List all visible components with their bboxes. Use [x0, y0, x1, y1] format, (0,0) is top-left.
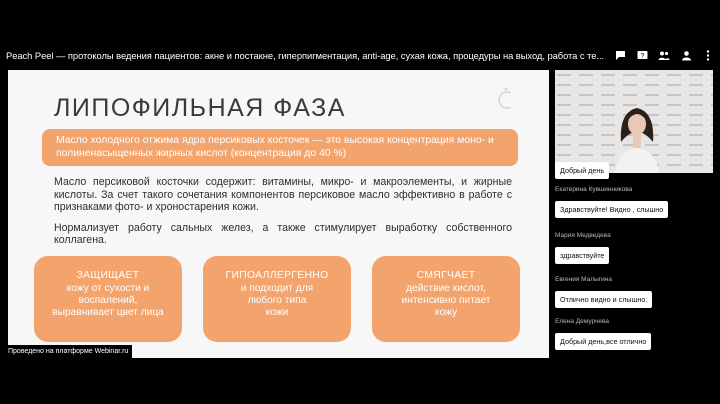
chat-icon[interactable] — [614, 50, 626, 61]
chat-message — [555, 318, 651, 350]
chat-bubble: Здравствуйте! Видно , слышно — [555, 201, 668, 218]
more-icon[interactable] — [702, 50, 714, 61]
chat-bubble: здравствуйте — [555, 247, 609, 264]
card-text: и подходит для любого типа кожи — [240, 283, 314, 318]
body-paragraph: Нормализует работу сальных желез, а также стимулирует выработку собственного коллагена. — [54, 221, 512, 247]
help-icon[interactable] — [636, 50, 648, 61]
brand-logo-icon — [495, 84, 517, 112]
top-bar — [0, 44, 720, 66]
card-title: СМЯГЧАЕТ — [416, 270, 476, 281]
slide-body — [54, 176, 512, 255]
chat-sender: Екатерина Кувшинникова — [555, 186, 633, 193]
presentation-slide — [8, 70, 549, 358]
toolbar-icons — [614, 50, 714, 61]
chat-message — [555, 186, 668, 218]
chat-bubble: Добрый день,все отлично — [555, 333, 651, 350]
card-title: ЗАЩИЩАЕТ — [76, 270, 140, 281]
benefit-cards — [34, 256, 520, 342]
body-paragraph: Масло персиковой косточки содержит: витамины, микро- и макроэлементы, и жирные кислоты. За счет такого сочетания компонентов персиковое масло эффективно в работе с признаками фото- и хроностарения кожи. — [54, 176, 512, 214]
benefit-card — [203, 256, 351, 342]
chat-sender: Елена Демурчева — [555, 318, 609, 325]
chat-bubble: Добрый день — [555, 162, 609, 179]
chat-message — [555, 232, 611, 264]
chat-message — [555, 160, 609, 179]
chat-message — [555, 276, 652, 308]
chat-bubble: Отлично видно и слышно. — [555, 291, 652, 308]
card-text: кожу от сухости и воспалений, выравнивает цвет лица — [52, 283, 164, 318]
webinar-title: Peach Peel — протоколы ведения пациентов: акне и постакне, гиперпигментация, anti-age, сухая кожа, процедуры на выход, работа с те... — [6, 49, 604, 61]
people-icon[interactable] — [658, 50, 670, 61]
presenter-avatar — [615, 102, 659, 173]
slide-title: ЛИПОФИЛЬНАЯ ФАЗА — [54, 94, 346, 122]
svg-text:?: ? — [640, 52, 644, 60]
benefit-card — [372, 256, 520, 342]
benefit-card — [34, 256, 182, 342]
card-text: действие кислот, интенсивно питает кожу — [401, 283, 491, 318]
presenter-video — [555, 70, 713, 173]
chat-sender: Евгения Малыгина — [555, 276, 612, 283]
highlight-banner: Масло холодного отжима ядра персиковых косточек — это высокая концентрация моно- и полиненасыщенных жирных кислот (концентрация до 40 %) — [42, 129, 518, 166]
card-title: ГИПОАЛЛЕРГЕННО — [225, 270, 329, 281]
chat-sender: Мария Медведева — [555, 232, 611, 239]
platform-watermark: Проведено на платформе Webinar.ru — [4, 345, 132, 358]
user-icon[interactable] — [680, 50, 692, 61]
